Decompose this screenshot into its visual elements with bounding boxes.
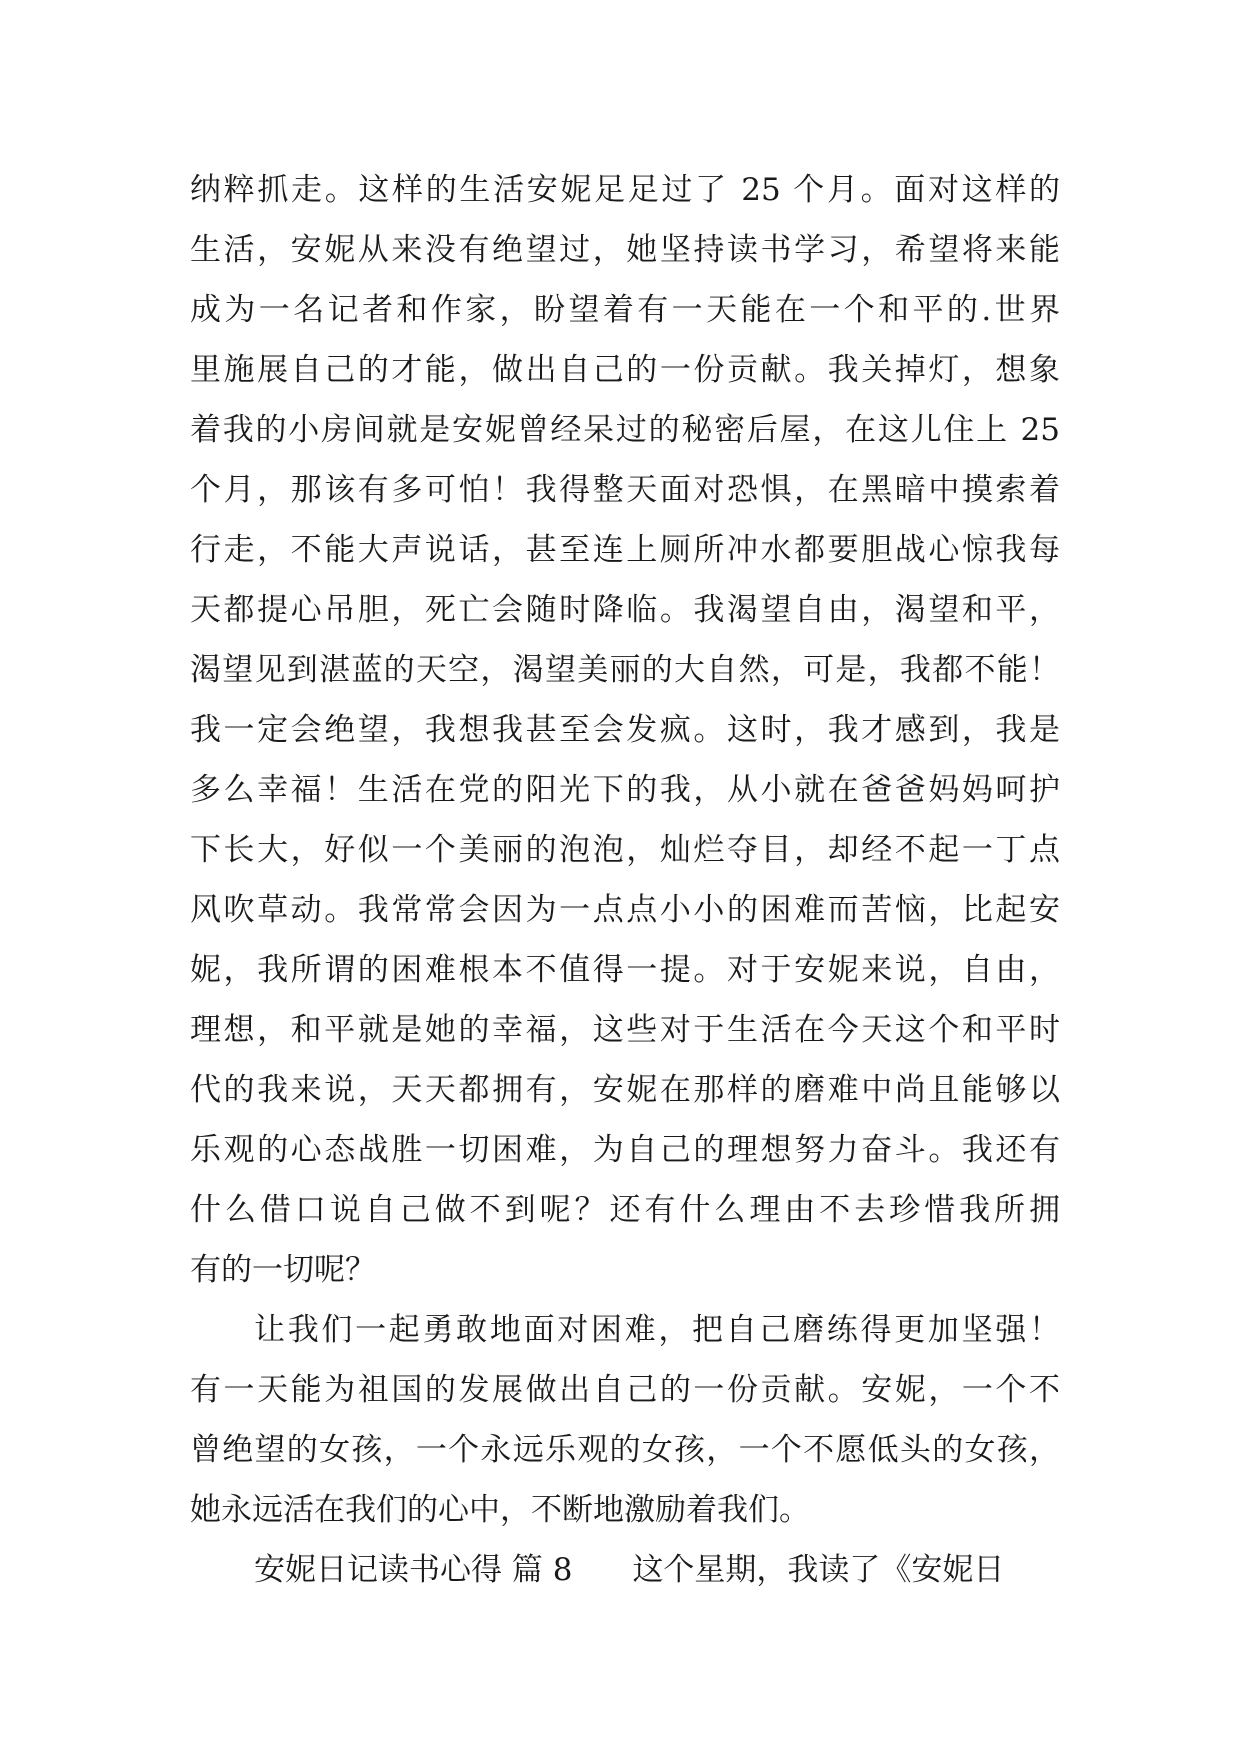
text-line: 妮，我所谓的困难根本不值得一提。对于安妮来说，自由， (190, 952, 1060, 988)
text-line: 成为一名记者和作家，盼望着有一天能在一个和平的.世界 (190, 292, 1060, 328)
text-line: 个月，那该有多可怕！我得整天面对恐惧，在黑暗中摸索着 (190, 472, 1060, 508)
text-line: 乐观的心态战胜一切困难，为自己的理想努力奋斗。我还有 (190, 1132, 1060, 1168)
text-line: 行走，不能大声说话，甚至连上厕所冲水都要胆战心惊我每 (190, 532, 1060, 568)
text-line: 让我们一起勇敢地面对困难，把自己磨练得更加坚强！ (254, 1312, 1060, 1348)
document-body (190, 160, 1060, 1600)
text-line: 风吹草动。我常常会因为一点点小小的困难而苦恼，比起安 (190, 892, 1060, 928)
text-line: 有一天能为祖国的发展做出自己的一份贡献。安妮，一个不 (190, 1372, 1060, 1408)
section-heading: 安妮日记读书心得 篇 8 (254, 1552, 573, 1588)
text-line: 里施展自己的才能，做出自己的一份贡献。我关掉灯，想象 (190, 352, 1060, 388)
text-line: 她永远活在我们的心中，不断地激励着我们。 (190, 1492, 810, 1528)
text-line: 理想，和平就是她的幸福，这些对于生活在今天这个和平时 (190, 1012, 1060, 1048)
paragraph-2 (190, 1300, 1060, 1540)
text-line: 着我的小房间就是安妮曾经呆过的秘密后屋，在这儿住上 25 (190, 412, 1060, 448)
paragraph-1 (190, 160, 1060, 1300)
text-line: 生活，安妮从来没有绝望过，她坚持读书学习，希望将来能 (190, 232, 1060, 268)
text-line: 天都提心吊胆，死亡会随时降临。我渴望自由，渴望和平， (190, 592, 1060, 628)
text-line: 有的一切呢？ (190, 1252, 376, 1288)
text-line: 多么幸福！生活在党的阳光下的我，从小就在爸爸妈妈呵护 (190, 772, 1060, 808)
text-line: 曾绝望的女孩，一个永远乐观的女孩，一个不愿低头的女孩， (190, 1432, 1060, 1468)
section-heading-line (190, 1540, 1060, 1600)
text-line: 下长大，好似一个美丽的泡泡，灿烂夺目，却经不起一丁点 (190, 832, 1060, 868)
text-line: 渴望见到湛蓝的天空，渴望美丽的大自然，可是，我都不能！ (190, 652, 1060, 688)
text-line: 代的我来说，天天都拥有，安妮在那样的磨难中尚且能够以 (190, 1072, 1060, 1108)
section-continuation-text: 这个星期，我读了《安妮日 (632, 1552, 1005, 1588)
text-line: 纳粹抓走。这样的生活安妮足足过了 25 个月。面对这样的 (190, 172, 1060, 208)
text-line: 我一定会绝望，我想我甚至会发疯。这时，我才感到，我是 (190, 712, 1060, 748)
text-line: 什么借口说自己做不到呢？还有什么理由不去珍惜我所拥 (190, 1192, 1060, 1228)
